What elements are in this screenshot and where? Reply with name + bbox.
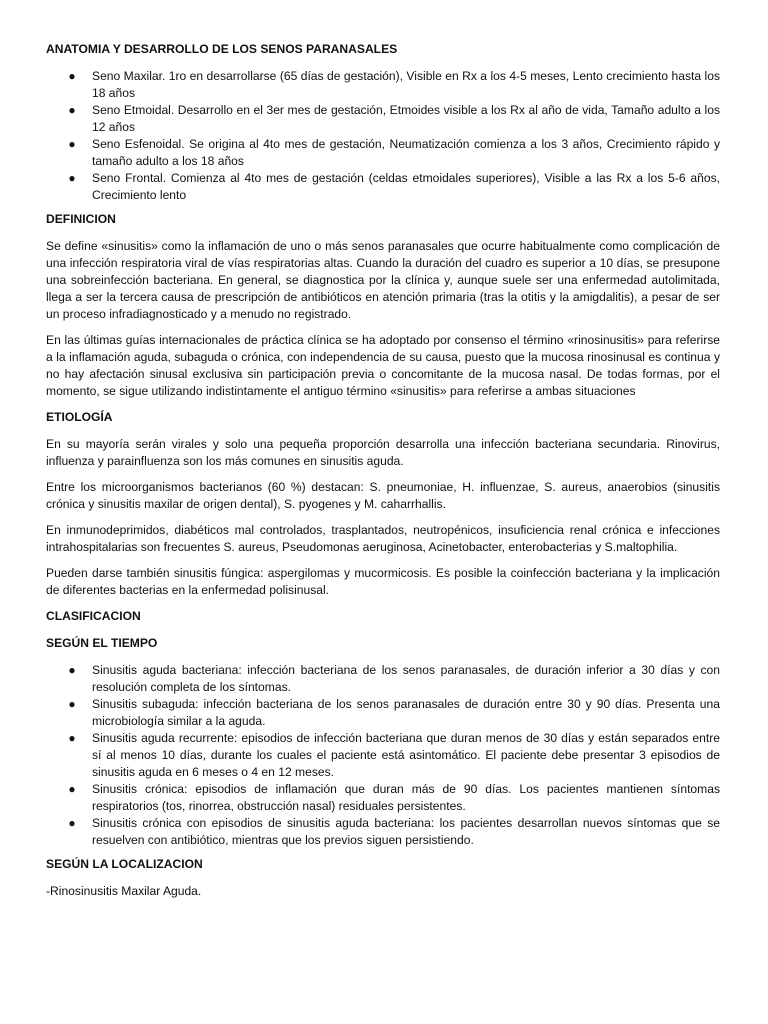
definicion-heading: DEFINICION — [46, 212, 116, 226]
anatomy-list-item — [46, 136, 720, 170]
etiologia-paragraph: En su mayoría serán virales y solo una pequeña proporción desarrolla una infección bacteriana secundaria. Rinovirus, influenza y parainfluenza son los más comunes en sinusitis aguda. — [46, 437, 720, 468]
bullet-icon: ● — [68, 171, 76, 185]
localizacion-line: -Rinosinusitis Maxilar Aguda. — [46, 884, 202, 898]
anatomy-list-item — [46, 68, 720, 102]
tiempo-list-item — [46, 696, 720, 730]
etiologia-heading: ETIOLOGÍA — [46, 410, 113, 424]
definicion-paragraph: En las últimas guías internacionales de práctica clínica se ha adoptado por consenso el término «rinosinusitis» para referirse a la inflamación aguda, subaguda o crónica, con independencia de su causa, puesto que la mucosa rinosinusal es continua y no hay afectación sinusal exclusiva sin participación previa o concomitante de la mucosa nasal. De todas formas, por el momento, se sigue utilizando indistintamente el antiguo término «sinusitis» para referirse a ambas situaciones — [46, 333, 720, 398]
tiempo-list-item — [46, 815, 720, 849]
segun-tiempo-heading: SEGÚN EL TIEMPO — [46, 636, 158, 650]
tiempo-item-text: Sinusitis crónica con episodios de sinusitis aguda bacteriana: los pacientes desarrollan nuevos síntomas que se resuelven con antibiótico, mientras que los previos siguen persistiendo. — [92, 816, 720, 847]
anatomy-item-text: Seno Etmoidal. Desarrollo en el 3er mes de gestación, Etmoides visible a los Rx al año de vida, Tamaño adulto a los 12 años — [92, 103, 720, 134]
clasificacion-heading: CLASIFICACION — [46, 609, 141, 623]
tiempo-list — [46, 662, 720, 849]
etiologia-paragraph: Entre los microorganismos bacterianos (60 %) destacan: S. pneumoniae, H. influenzae, S. aureus, anaerobios (sinusitis crónica y sinusitis maxilar de origen dental), S. pyogenes y M. caharrhallis. — [46, 480, 720, 511]
anatomy-heading: ANATOMIA Y DESARROLLO DE LOS SENOS PARANASALES — [46, 42, 398, 56]
anatomy-item-text: Seno Frontal. Comienza al 4to mes de gestación (celdas etmoidales superiores), Visible a las Rx a los 5-6 años, Crecimiento lento — [92, 171, 720, 202]
definicion-paragraph: Se define «sinusitis» como la inflamación de uno o más senos paranasales que ocurre habitualmente como complicación de una infección respiratoria viral de vías respiratorias altas. Cuando la duración del cuadro es superior a 10 días, se presupone una sobreinfección bacteriana. En general, se diagnostica por la clínica y, aunque suele ser una enfermedad autolimitada, llega a ser la tercera causa de prescripción de antibióticos en atención primaria (tras la otitis y la amigdalitis), a pesar de ser un proceso infradiagnosticado y a menudo no registrado. — [46, 239, 720, 321]
tiempo-item-text: Sinusitis aguda bacteriana: infección bacteriana de los senos paranasales, de duración inferior a 30 días y con resolución completa de los síntomas. — [92, 663, 720, 694]
segun-localizacion-heading: SEGÚN LA LOCALIZACION — [46, 857, 203, 871]
bullet-icon: ● — [68, 816, 76, 830]
bullet-icon: ● — [68, 137, 76, 151]
anatomy-item-text: Seno Maxilar. 1ro en desarrollarse (65 días de gestación), Visible en Rx a los 4-5 meses, Lento crecimiento hasta los 18 años — [92, 69, 720, 100]
bullet-icon: ● — [68, 69, 76, 83]
bullet-icon: ● — [68, 663, 76, 677]
tiempo-item-text: Sinusitis crónica: episodios de inflamación que duran más de 90 días. Los pacientes mantienen síntomas respiratorios (tos, rinorrea, obstrucción nasal) residuales persistentes. — [92, 782, 720, 813]
anatomy-item-text: Seno Esfenoidal. Se origina al 4to mes de gestación, Neumatización comienza a los 3 años, Crecimiento rápido y tamaño adulto a los 18 años — [92, 137, 720, 168]
tiempo-list-item — [46, 730, 720, 781]
tiempo-list-item — [46, 662, 720, 696]
bullet-icon: ● — [68, 103, 76, 117]
tiempo-item-text: Sinusitis aguda recurrente: episodios de infección bacteriana que duran menos de 30 días y están separados entre sí al menos 10 días, durante los cuales el paciente está asintomático. El paciente debe presentar 3 episodios de sinusitis aguda en 6 meses o 4 en 12 meses. — [92, 731, 720, 779]
anatomy-list-item — [46, 102, 720, 136]
bullet-icon: ● — [68, 731, 76, 745]
anatomy-list-item — [46, 170, 720, 204]
etiologia-paragraph: En inmunodeprimidos, diabéticos mal controlados, trasplantados, neutropénicos, insuficiencia renal crónica e infecciones intrahospitalarias son frecuentes S. aureus, Pseudomonas aeruginosa, Acinetobacter, enterobacterias y S.maltophilia. — [46, 523, 720, 554]
etiologia-paragraph: Pueden darse también sinusitis fúngica: aspergilomas y mucormicosis. Es posible la coinfección bacteriana y la implicación de diferentes bacterias en la enfermedad polisinusal. — [46, 566, 720, 597]
bullet-icon: ● — [68, 782, 76, 796]
anatomy-list — [46, 68, 720, 204]
tiempo-item-text: Sinusitis subaguda: infección bacteriana de los senos paranasales de duración entre 30 y 90 días. Presenta una microbiología similar a la aguda. — [92, 697, 720, 728]
document-content — [46, 41, 720, 909]
bullet-icon: ● — [68, 697, 76, 711]
tiempo-list-item — [46, 781, 720, 815]
